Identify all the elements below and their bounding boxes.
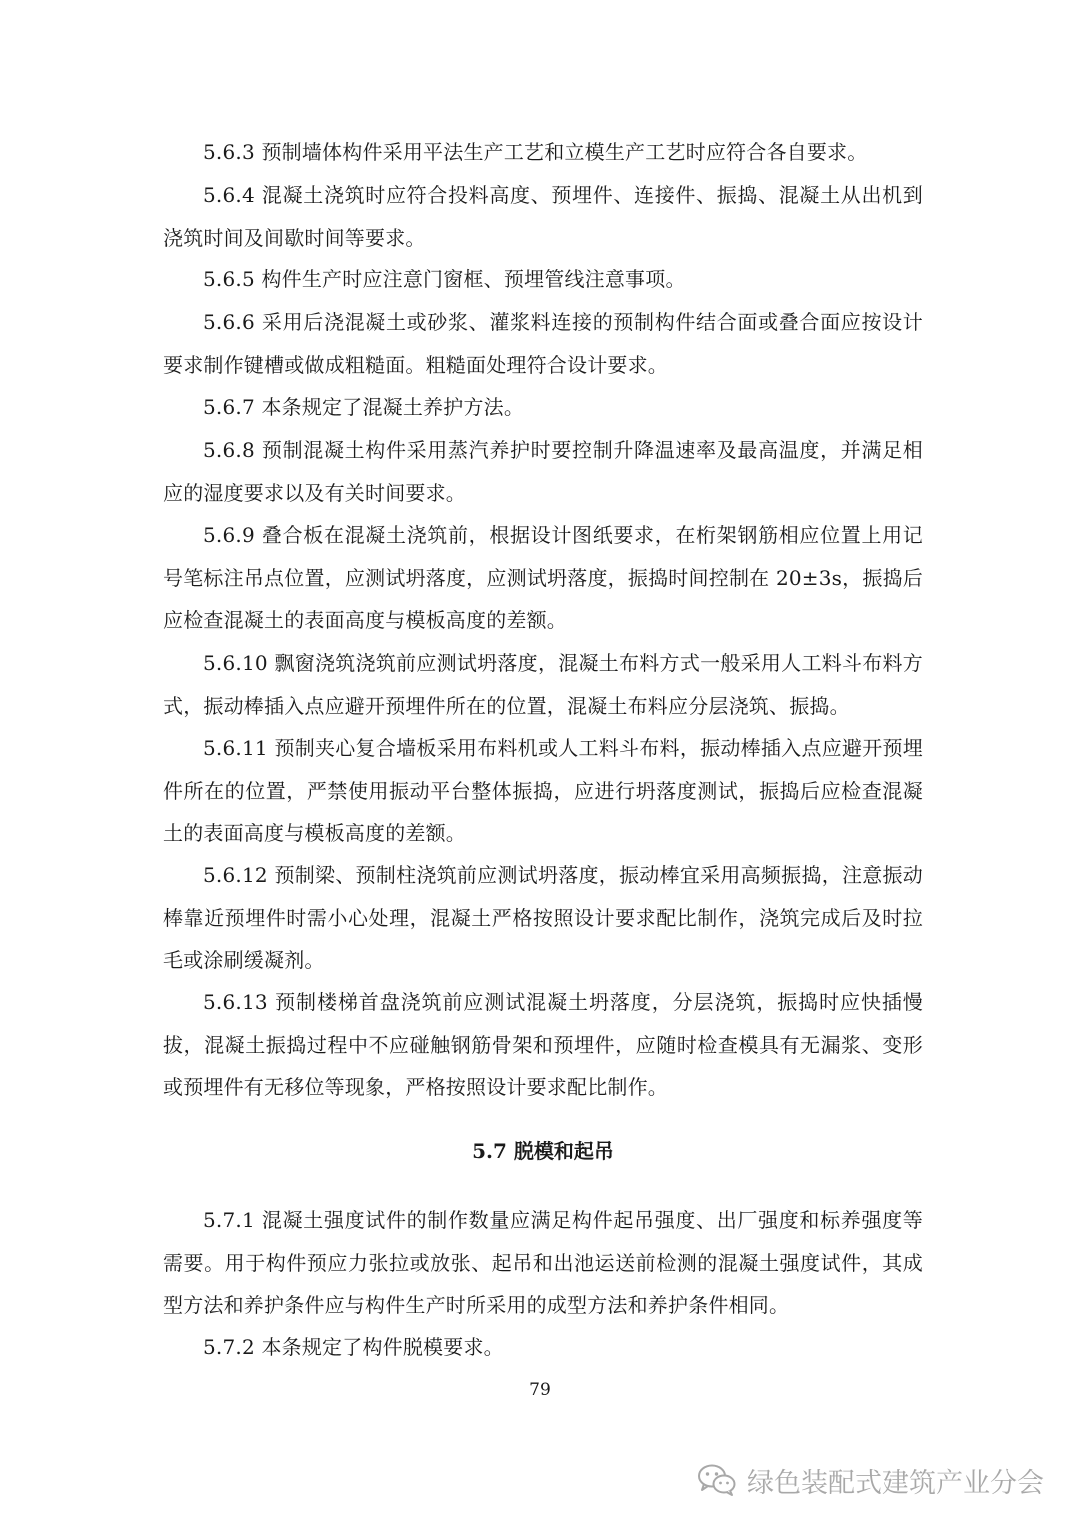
paragraph-5-6-13: 5.6.13 预制楼梯首盘浇筑前应测试混凝土坍落度，分层浇筑，振捣时应快插慢拔，混凝土振捣过程中不应碰触钢筋骨架和预埋件，应随时检查模具有无漏浆、变形或预埋件有无移位等现象，严格按照设计要求配比制作。 [163, 990, 923, 1099]
paragraph-5-6-5: 5.6.5 构件生产时应注意门窗框、预埋管线注意事项。 [203, 267, 686, 291]
paragraph-5-7-1: 5.7.1 混凝土强度试件的制作数量应满足构件起吊强度、出厂强度和标养强度等需要。用于构件预应力张拉或放张、起吊和出池运送前检测的混凝土强度试件，其成型方法和养护条件应与构件生产时所采用的成型方法和养护条件相同。 [163, 1208, 923, 1317]
paragraph-5-6-7: 5.6.7 本条规定了混凝土养护方法。 [203, 395, 525, 419]
watermark [697, 1458, 1044, 1502]
paragraph-5-6-4: 5.6.4 混凝土浇筑时应符合投料高度、预埋件、连接件、振捣、混凝土从出机到浇筑时间及间歇时间等要求。 [163, 183, 923, 250]
paragraph-5-6-11: 5.6.11 预制夹心复合墙板采用布料机或人工料斗布料，振动棒插入点应避开预埋件所在的位置，严禁使用振动平台整体振捣，应进行坍落度测试，振捣后应检查混凝土的表面高度与模板高度的差额。 [163, 736, 923, 845]
paragraph-5-6-8: 5.6.8 预制混凝土构件采用蒸汽养护时要控制升降温速率及最高温度，并满足相应的湿度要求以及有关时间要求。 [163, 438, 923, 505]
page-number: 79 [529, 1380, 551, 1400]
paragraph-5-6-6: 5.6.6 采用后浇混凝土或砂浆、灌浆料连接的预制构件结合面或叠合面应按设计要求制作键槽或做成粗糙面。粗糙面处理符合设计要求。 [163, 310, 923, 377]
paragraph-5-6-9: 5.6.9 叠合板在混凝土浇筑前，根据设计图纸要求，在桁架钢筋相应位置上用记号笔标注吊点位置，应测试坍落度，应测试坍落度，振捣时间控制在 20±3s，振捣后应检查混凝土的表面高度与模板高度的差额。 [163, 523, 923, 632]
watermark-text: 绿色装配式建筑产业分会 [747, 1467, 1044, 1499]
paragraph-5-6-3: 5.6.3 预制墙体构件采用平法生产工艺和立模生产工艺时应符合各自要求。 [203, 140, 868, 164]
section-heading: 5.7 脱模和起吊 [472, 1139, 614, 1163]
paragraph-5-6-12: 5.6.12 预制梁、预制柱浇筑前应测试坍落度，振动棒宜采用高频振捣，注意振动棒靠近预埋件时需小心处理，混凝土严格按照设计要求配比制作，浇筑完成后及时拉毛或涂刷缓凝剂。 [163, 863, 923, 972]
paragraph-5-7-2: 5.7.2 本条规定了构件脱模要求。 [203, 1335, 504, 1359]
wechat-icon [697, 1463, 737, 1497]
paragraph-5-6-10: 5.6.10 飘窗浇筑浇筑前应测试坍落度，混凝土布料方式一般采用人工料斗布料方式，振动棒插入点应避开预埋件所在的位置，混凝土布料应分层浇筑、振捣。 [163, 651, 923, 718]
